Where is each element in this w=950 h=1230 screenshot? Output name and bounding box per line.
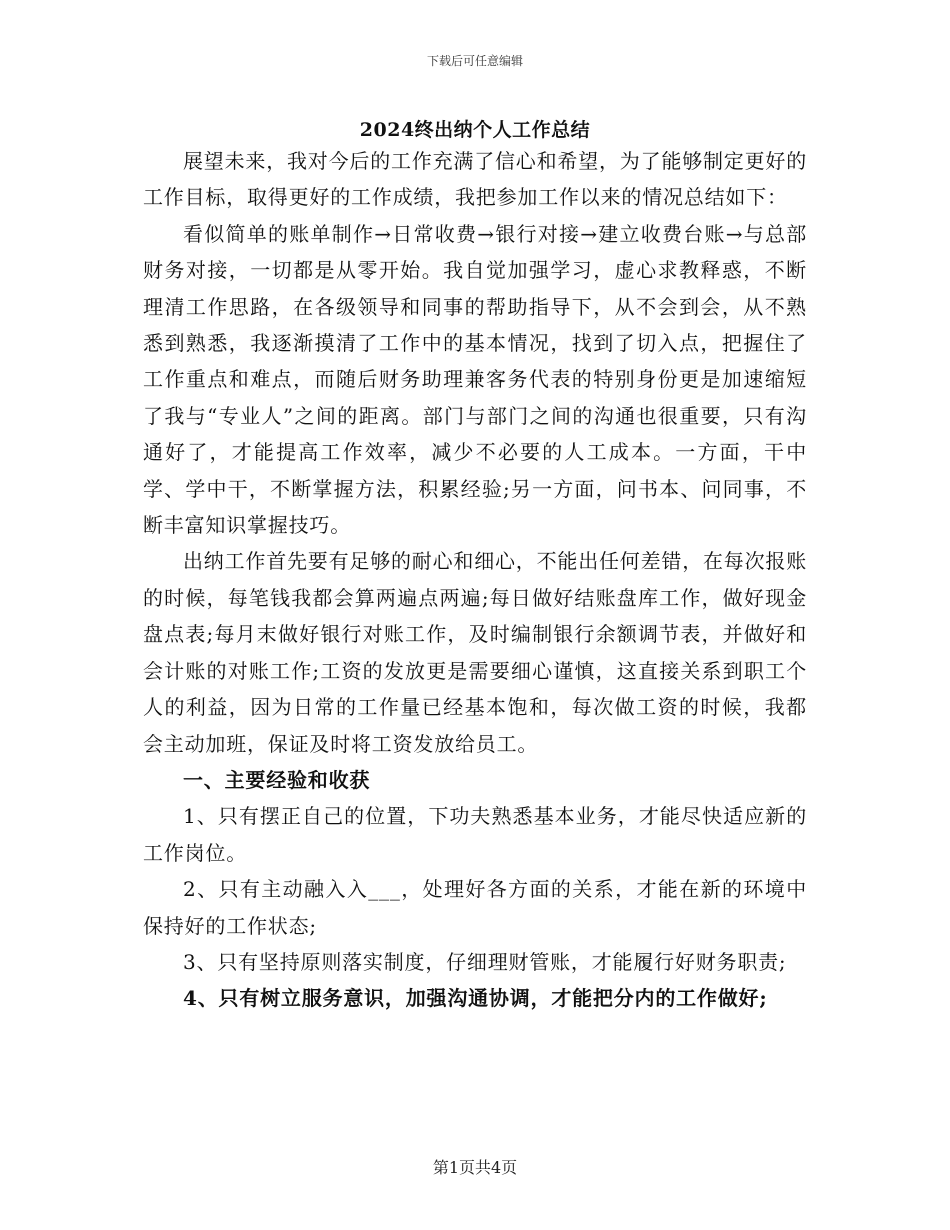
document-title: 2024终出纳个人工作总结 xyxy=(359,119,591,141)
document-body xyxy=(143,143,807,1017)
page-header-note: 下载后可任意编辑 xyxy=(426,54,523,68)
list-item-4: 4、只有树立服务意识，加强沟通协调，才能把分内的工作做好; xyxy=(183,986,768,1011)
page-number-footer: 第1页共4页 xyxy=(432,1158,518,1177)
paragraph-intro: 展望未来，我对今后的工作充满了信心和希望，为了能够制定更好的工作目标，取得更好的工作成绩，我把参加工作以来的情况总结如下： xyxy=(143,149,807,210)
paragraph-cashier-duties: 出纳工作首先要有足够的耐心和细心，不能出任何差错，在每次报账的时候，每笔钱我都会算两遍点两遍;每日做好结账盘库工作，做好现金盘点表;每月末做好银行对账工作，及时编制银行余额调节表，并做好和会计账的对账工作;工资的发放更是需要细心谨慎，这直接关系到职工个人的利益，因为日常的工作量已经基本饱和，每次做工资的时候，我都会主动加班，保证及时将工资发放给员工。 xyxy=(143,549,807,756)
section-heading-experience: 一、主要经验和收获 xyxy=(183,767,371,792)
list-item-2: 2、只有主动融入入___，处理好各方面的关系，才能在新的环境中保持好的工作状态; xyxy=(143,877,807,938)
list-item-3: 3、只有坚持原则落实制度，仔细理财管账，才能履行好财务职责; xyxy=(183,949,787,974)
paragraph-learning: 看似简单的账单制作→日常收费→银行对接→建立收费台账→与总部财务对接，一切都是从零开始。我自觉加强学习，虚心求教释惑，不断理清工作思路，在各级领导和同事的帮助指导下，从不会到会，从不熟悉到熟悉，我逐渐摸清了工作中的基本情况，找到了切入点，把握住了工作重点和难点，而随后财务助理兼客务代表的特别身份更是加速缩短了我与“专业人”之间的距离。部门与部门之间的沟通也很重要，只有沟通好了，才能提高工作效率，减少不必要的人工成本。一方面，干中学、学中干，不断掌握方法，积累经验;另一方面，问书本、问同事，不断丰富知识掌握技巧。 xyxy=(143,221,807,538)
list-item-1: 1、只有摆正自己的位置，下功夫熟悉基本业务，才能尽快适应新的工作岗位。 xyxy=(143,804,807,865)
